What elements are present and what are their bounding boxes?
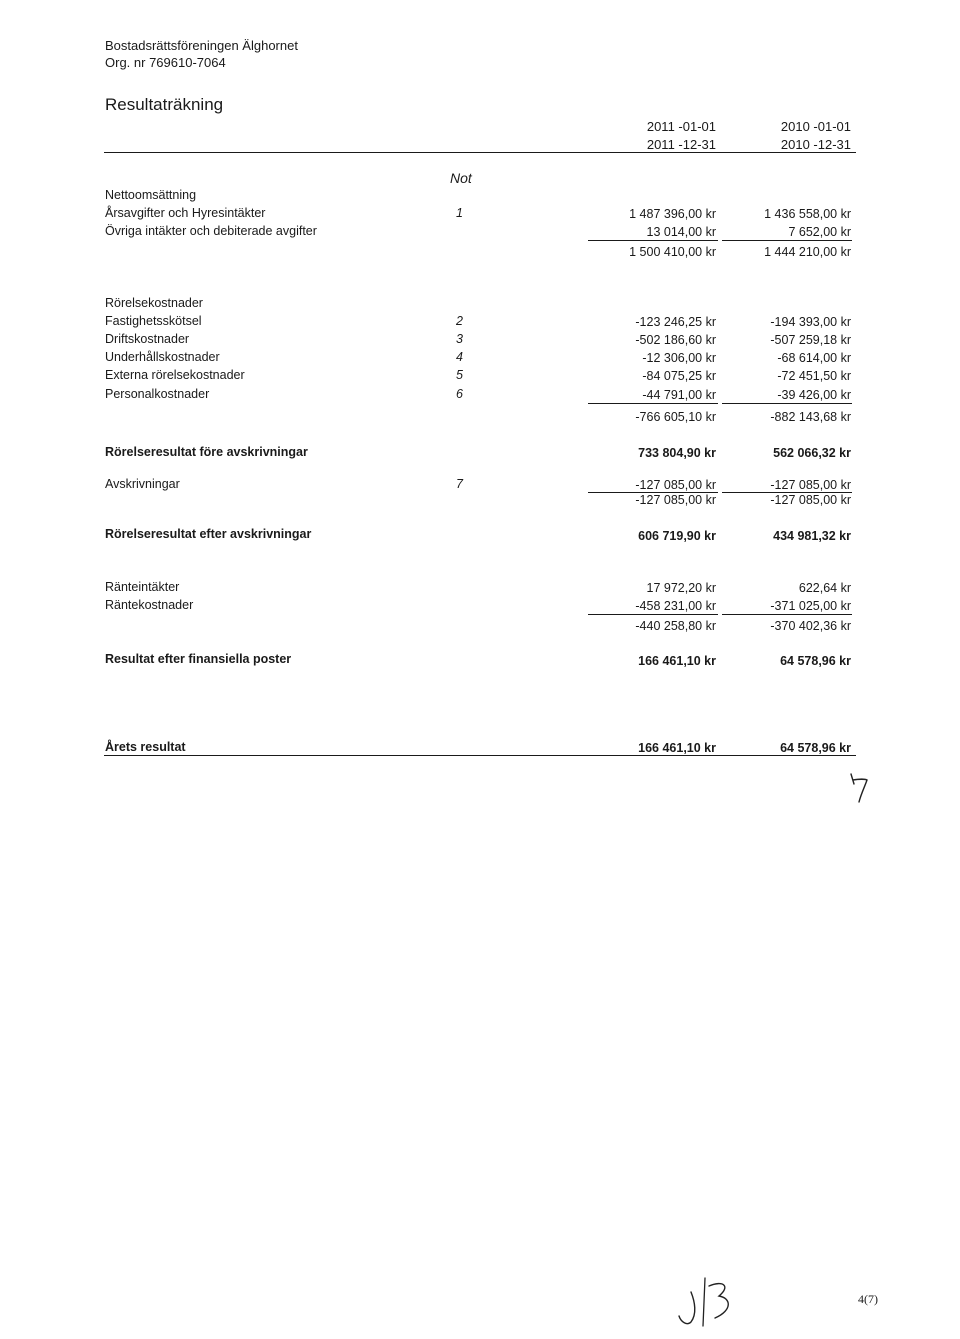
row-current-value: 13 014,00 kr [646,225,716,239]
organization-name: Bostadsrättsföreningen Älghornet [105,38,298,53]
operating-result-before-current: 733 804,90 kr [638,446,716,460]
subtotal-line [588,614,718,615]
depreciation-total-previous: -127 085,00 kr [770,493,851,507]
row-note: 4 [456,350,463,364]
row-label: Årsavgifter och Hyresintäkter [105,206,266,220]
header-divider [104,152,856,153]
row-label: Övriga intäkter och debiterade avgifter [105,224,317,238]
operating-result-before-depreciation-label: Rörelseresultat före avskrivningar [105,445,308,459]
row-label: Ränteintäkter [105,580,180,594]
current-period-start: 2011 -01-01 [646,119,716,134]
row-note: 3 [456,332,463,346]
result-after-financial-current: 166 461,10 kr [638,654,716,668]
depreciation-previous: -127 085,00 kr [770,478,851,492]
row-previous-value: 622,64 kr [798,581,851,595]
subtotal-current: -766 605,10 kr [635,410,716,424]
operating-result-after-previous: 434 981,32 kr [773,529,851,543]
subtotal-current: -440 258,80 kr [635,619,716,633]
row-current-value: 17 972,20 kr [646,581,716,595]
result-after-financial-previous: 64 578,96 kr [780,654,851,668]
row-note: 1 [456,206,463,220]
section-heading-nettoomsattning: Nettoomsättning [105,188,197,202]
row-label: Driftskostnader [105,332,190,346]
row-label: Räntekostnader [105,598,194,612]
subtotal-line [588,403,718,404]
result-after-financial-items-label: Resultat efter finansiella poster [105,652,292,666]
row-current-value: -123 246,25 kr [635,315,716,329]
row-previous-value: -371 025,00 kr [770,599,851,613]
row-previous-value: 7 652,00 kr [788,225,851,239]
organization-number: Org. nr 769610-7064 [105,55,226,70]
subtotal-previous: 1 444 210,00 kr [764,245,851,259]
subtotal-line [722,403,852,404]
operating-result-after-current: 606 719,90 kr [638,529,716,543]
subtotal-line [722,240,852,241]
row-label: Personalkostnader [105,387,210,401]
row-previous-value: -507 259,18 kr [770,333,851,347]
previous-period-start: 2010 -01-01 [780,119,851,134]
section-heading-rorelsekostnader: Rörelsekostnader [105,296,203,310]
annual-result-label: Årets resultat [105,740,186,754]
row-previous-value: -68 614,00 kr [777,351,851,365]
row-previous-value: -39 426,00 kr [777,388,851,402]
row-previous-value: -72 451,50 kr [777,369,851,383]
row-label: Externa rörelsekostnader [105,368,245,382]
page-title: Resultaträkning [105,95,224,114]
row-label: Underhållskostnader [105,350,220,364]
row-current-value: -12 306,00 kr [642,351,716,365]
row-previous-value: -194 393,00 kr [770,315,851,329]
row-current-value: 1 487 396,00 kr [629,207,716,221]
page-number: 4(7) [858,1292,878,1306]
operating-result-after-depreciation-label: Rörelseresultat efter avskrivningar [105,527,312,541]
handwritten-initial-mark [845,770,875,804]
depreciation-total-current: -127 085,00 kr [635,493,716,507]
row-current-value: -458 231,00 kr [635,599,716,613]
row-previous-value: 1 436 558,00 kr [764,207,851,221]
handwritten-signature-initials [675,1272,745,1328]
row-note: 5 [456,368,463,382]
note-column-header: Not [450,170,472,186]
subtotal-line [588,240,718,241]
row-label: Fastighetsskötsel [105,314,202,328]
subtotal-previous: -882 143,68 kr [770,410,851,424]
row-note: 6 [456,387,463,401]
current-period-end: 2011 -12-31 [646,137,716,152]
annual-result-previous: 64 578,96 kr [780,741,851,755]
row-current-value: -44 791,00 kr [642,388,716,402]
row-current-value: -84 075,25 kr [642,369,716,383]
row-note: 7 [456,477,463,491]
annual-result-current: 166 461,10 kr [638,741,716,755]
previous-period-end: 2010 -12-31 [780,137,851,152]
annual-result-underline [104,755,856,756]
depreciation-label: Avskrivningar [105,477,180,491]
operating-result-before-previous: 562 066,32 kr [773,446,851,460]
depreciation-current: -127 085,00 kr [635,478,716,492]
subtotal-line [722,614,852,615]
row-note: 2 [456,314,463,328]
subtotal-previous: -370 402,36 kr [770,619,851,633]
subtotal-current: 1 500 410,00 kr [629,245,716,259]
row-current-value: -502 186,60 kr [635,333,716,347]
